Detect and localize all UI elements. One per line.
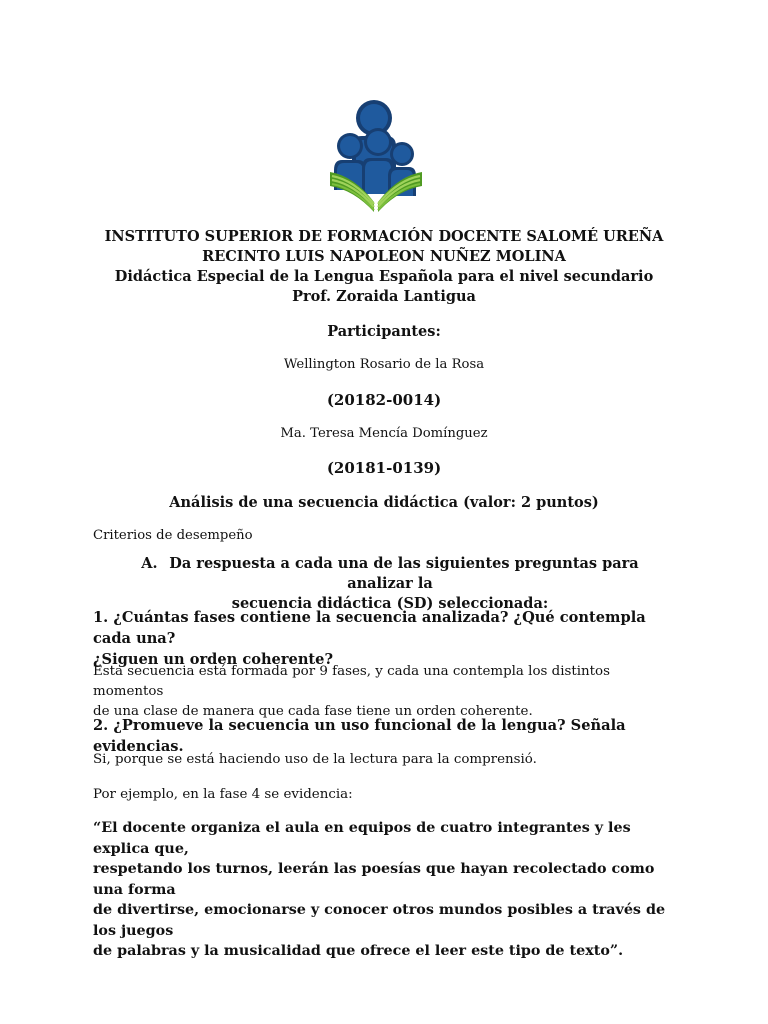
section-a-text-1: Da respuesta a cada una de las siguientes preguntas para analizar la <box>169 555 639 592</box>
participants-title: Participantes: <box>327 323 441 340</box>
answer-1-line-1: Esta secuencia está formada por 9 fases, y cada una contempla los distintos momentos <box>93 664 610 699</box>
section-a-text-2: secuencia didáctica (SD) seleccionada: <box>231 595 549 612</box>
answer-1 <box>93 662 676 722</box>
answer-2-line-1: Si, porque se está haciendo uso de la lectura para la comprensió. <box>93 752 537 767</box>
question-2: 2. ¿Promueve la secuencia un uso funcional de la lengua? Señala evidencias. <box>93 717 626 755</box>
section-a-label: A. <box>141 555 158 572</box>
question-1-line-1: 1. ¿Cuántas fases contiene la secuencia analizada? ¿Qué contempla cada una? <box>93 609 646 647</box>
question-1 <box>93 607 676 670</box>
criteria-label: Criterios de desempeño <box>93 528 253 543</box>
assignment-title: Análisis de una secuencia didáctica (valor: 2 puntos) <box>169 494 599 511</box>
question-1-line-2: ¿Siguen un orden coherente? <box>93 651 334 668</box>
participant-2-id: (20181-0139) <box>326 459 442 477</box>
answer-2-line-2: Por ejemplo, en la fase 4 se evidencia: <box>93 787 353 802</box>
institute-name: INSTITUTO SUPERIOR DE FORMACIÓN DOCENTE SALOMÉ UREÑA <box>104 228 664 245</box>
participant-2-name: Ma. Teresa Mencía Domínguez <box>280 426 488 441</box>
campus-name: RECINTO LUIS NAPOLEON NUÑEZ MOLINA <box>202 248 566 265</box>
professor-name: Prof. Zoraida Lantigua <box>292 288 476 305</box>
quote-line-4: de palabras y la musicalidad que ofrece el leer este tipo de texto”. <box>93 943 624 959</box>
participant-1-name: Wellington Rosario de la Rosa <box>283 357 485 372</box>
quote-line-2: respetando los turnos, leerán las poesías que hayan recolectado como una forma <box>93 861 655 898</box>
phase-4-quote <box>93 818 676 962</box>
section-a-instruction <box>120 554 660 614</box>
answer-1-line-2: de una clase de manera que cada fase tiene un orden coherente. <box>93 704 533 719</box>
institution-logo-icon <box>328 98 424 214</box>
section-a-line-1 <box>120 554 660 594</box>
course-name: Didáctica Especial de la Lengua Española para el nivel secundario <box>114 268 654 285</box>
quote-line-3: de divertirse, emocionarse y conocer otros mundos posibles a través de los juegos <box>93 902 666 939</box>
participant-1-id: (20182-0014) <box>326 391 442 409</box>
quote-line-1: “El docente organiza el aula en equipos de cuatro integrantes y les explica que, <box>93 820 631 857</box>
